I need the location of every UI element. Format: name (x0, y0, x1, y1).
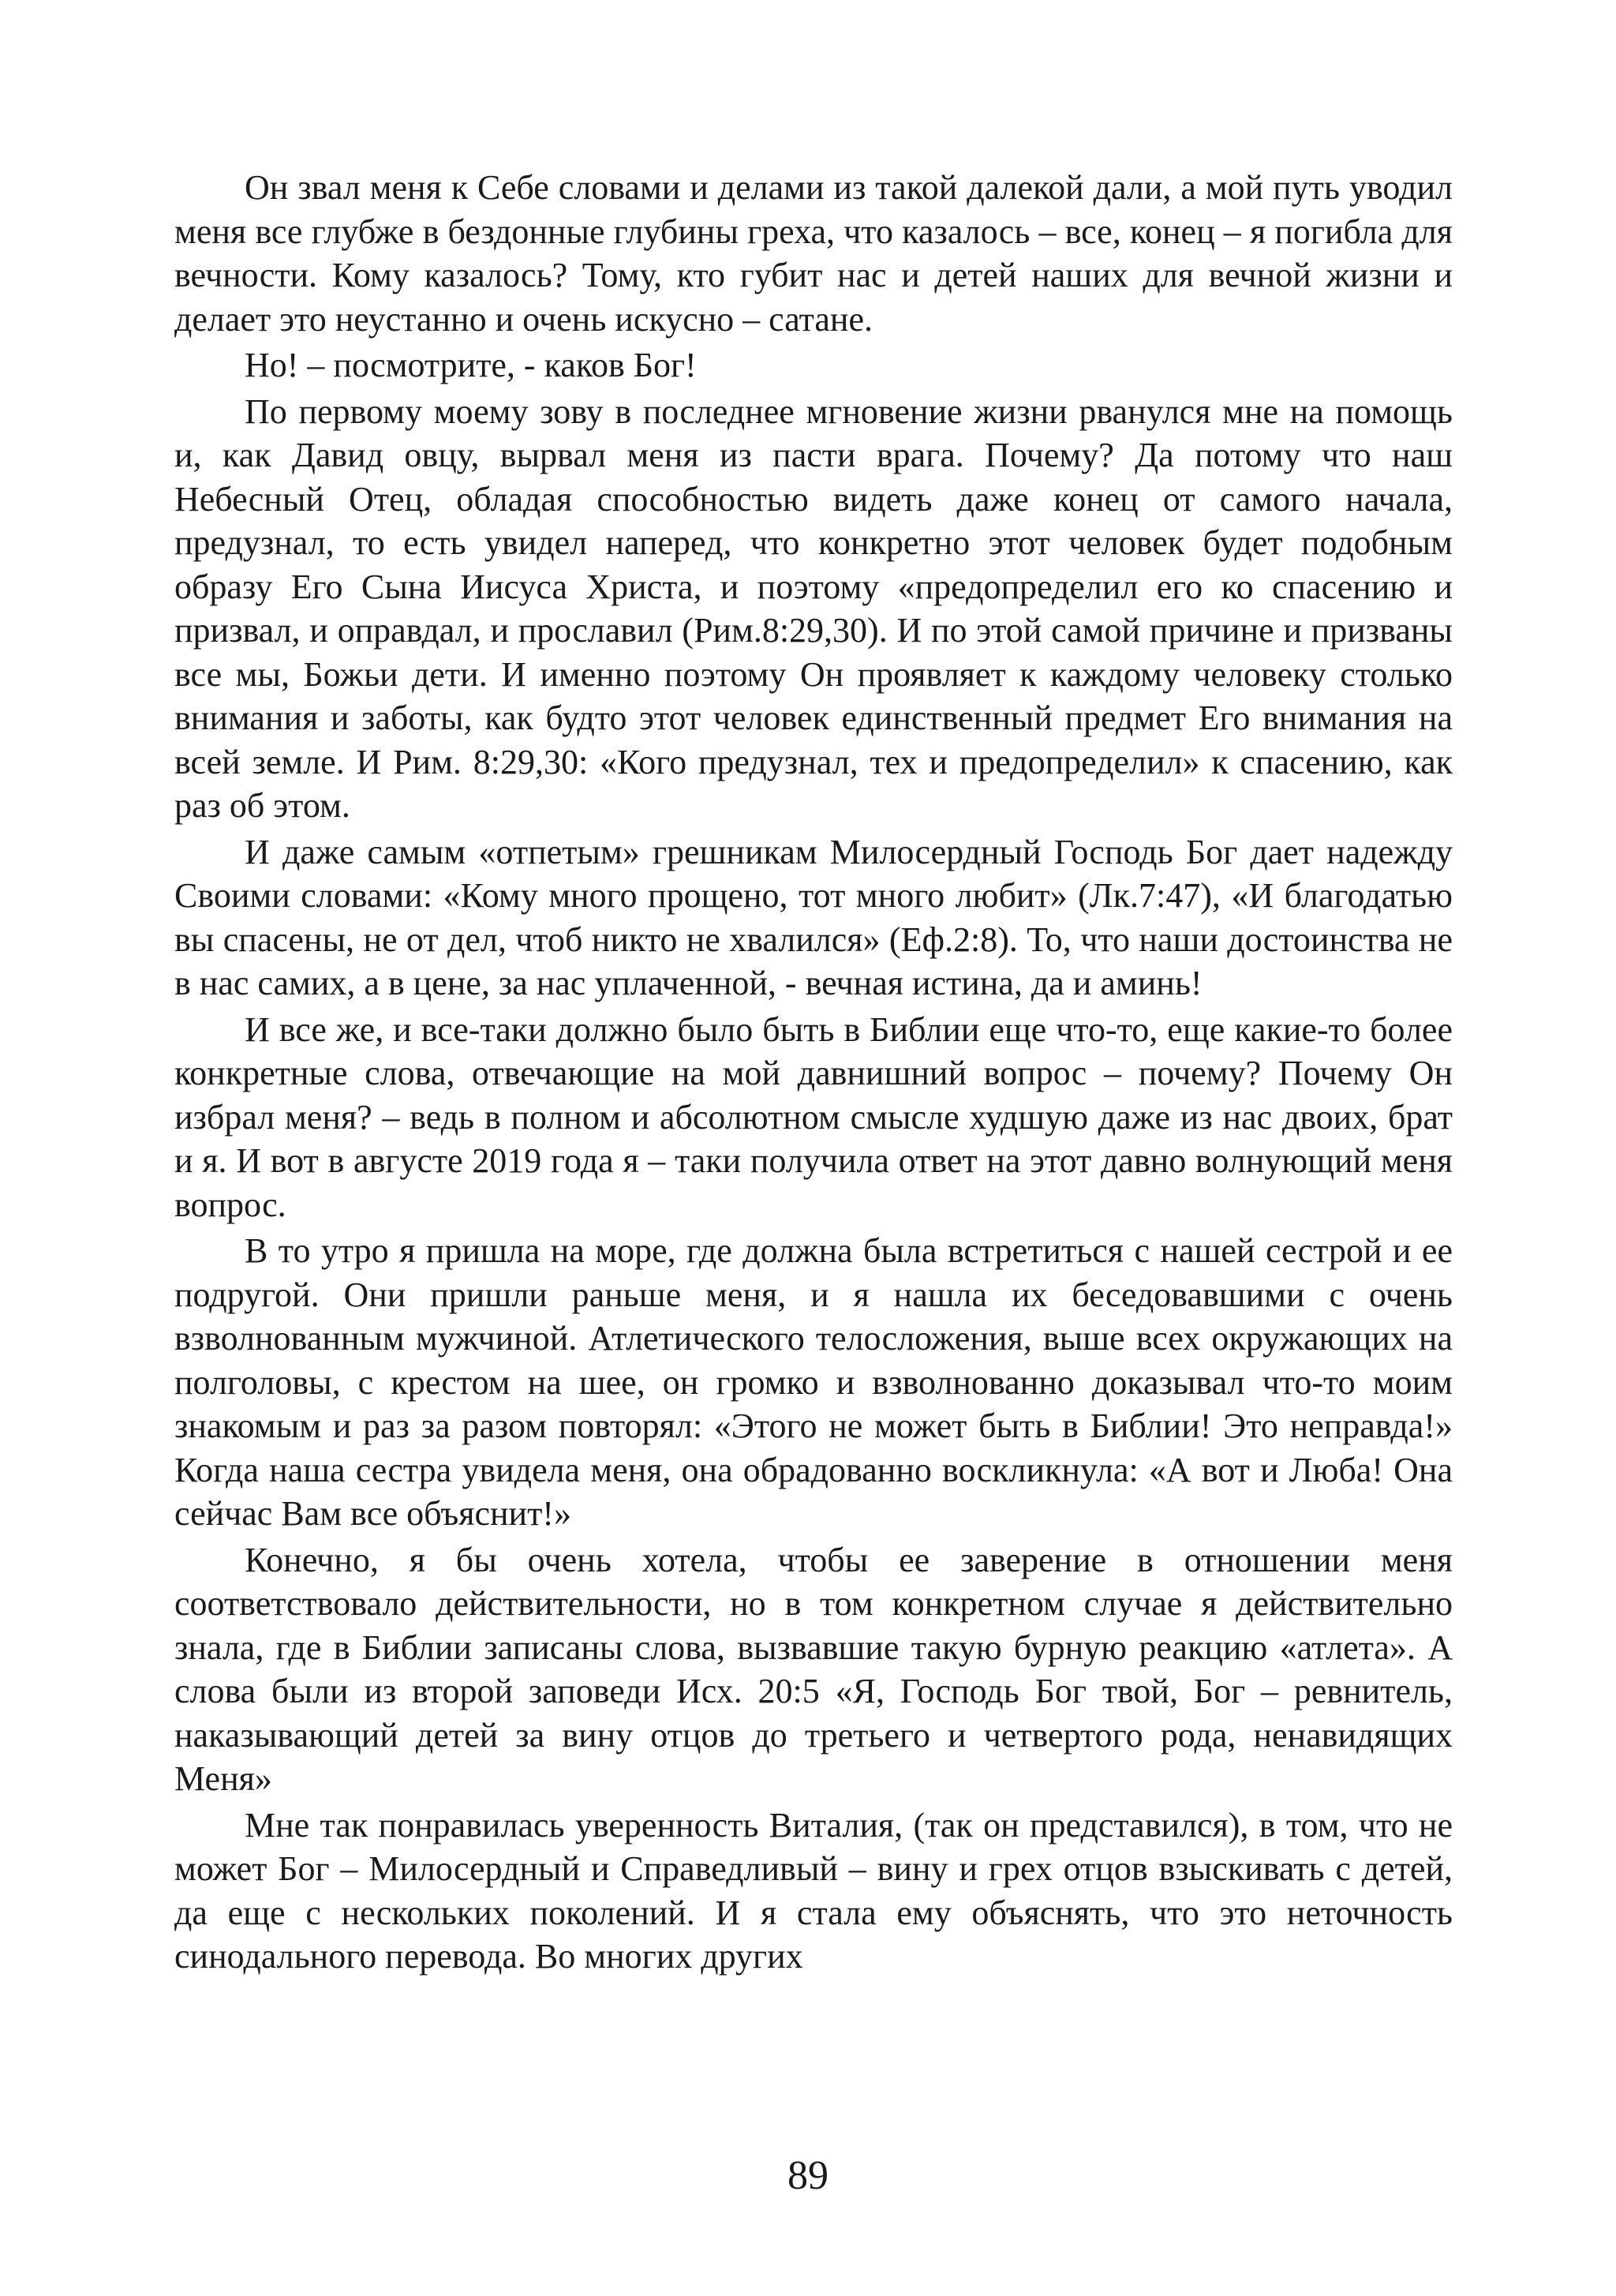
paragraph-6: В то утро я пришла на море, где должна была встретиться с нашей сестрой и ее подругой. Они пришли раньше меня, и я нашла их беседовавшими с очень взволнованным мужчиной. Атлетического телосложения, выше всех окружающих на полголовы, с крестом на шее, он громко и взволнованно доказывал что-то моим знакомым и раз за разом повторял: «Этого не может быть в Библии! Это неправда!» Когда наша сестра увидела меня, она обрадованно воскликнула: «А вот и Люба! Она сейчас Вам все объяснит!» (174, 1231, 1453, 1533)
page-number: 89 (787, 2153, 829, 2198)
paragraph-7: Конечно, я бы очень хотела, чтобы ее заверение в отношении меня соответствовало действительности, но в том конкретном случае я действительно знала, где в Библии записаны слова, вызвавшие такую бурную реакцию «атлета». А слова были из второй заповеди Исх. 20:5 «Я, Господь Бог твой, Бог – ревнитель, наказывающий детей за вину отцов до третьего и четвертого рода, ненавидящих Меня» (174, 1540, 1453, 1798)
paragraph-1: Он звал меня к Себе словами и делами из такой далекой дали, а мой путь уводил меня все глубже в бездонные глубины греха, что казалось – все, конец – я погибла для вечности. Кому казалось? Тому, кто губит нас и детей наших для вечной жизни и делает это неустанно и очень искусно – сатане. (174, 168, 1453, 339)
paragraph-8: Мне так понравилась уверенность Виталия, (так он представился), в том, что не может Бог – Милосердный и Справедливый – вину и грех отцов взыскивать с детей, да еще с нескольких поколений. И я стала ему объяснять, что это неточность синодального перевода. Во многих других (174, 1805, 1453, 1976)
paragraph-2: Но! – посмотрите, - каков Бог! (245, 346, 697, 384)
paragraph-4: И даже самым «отпетым» грешникам Милосердный Господь Бог дает надежду Своими словами: «Кому много прощено, тот много любит» (Лк.7:47), «И благодатью вы спасены, не от дел, чтоб никто не хвалился» (Еф.2:8). То, что наши достоинства не в нас самих, а в цене, за нас уплаченной, - вечная истина, да и аминь! (174, 832, 1453, 1002)
paragraph-5: И все же, и все-таки должно было быть в Библии еще что-то, еще какие-то более конкретные слова, отвечающие на мой давнишний вопрос – почему? Почему Он избрал меня? – ведь в полном и абсолютном смысле худшую даже из нас двоих, брат и я. И вот в августе 2019 года я – таки получила ответ на этот давно волнующий меня вопрос. (174, 1009, 1453, 1224)
paragraph-3: По первому моему зову в последнее мгновение жизни рванулся мне на помощь и, как Давид овцу, вырвал меня из пасти врага. Почему? Да потому что наш Небесный Отец, обладая способностью видеть даже конец от самого начала, предузнал, то есть увидел наперед, что конкретно этот человек будет подобным образу Его Сына Иисуса Христа, и поэтому «предопределил его ко спасению и призвал, и оправдал, и прославил (Рим.8:29,30). И по этой самой причине и призваны все мы, Божьи дети. И именно поэтому Он проявляет к каждому человеку столько внимания и заботы, как будто этот человек единственный предмет Его внимания на всей земле. И Рим. 8:29,30: «Кого предузнал, тех и предопределил» к спасению, как раз об этом. (174, 391, 1453, 825)
body-text (174, 166, 1453, 1981)
